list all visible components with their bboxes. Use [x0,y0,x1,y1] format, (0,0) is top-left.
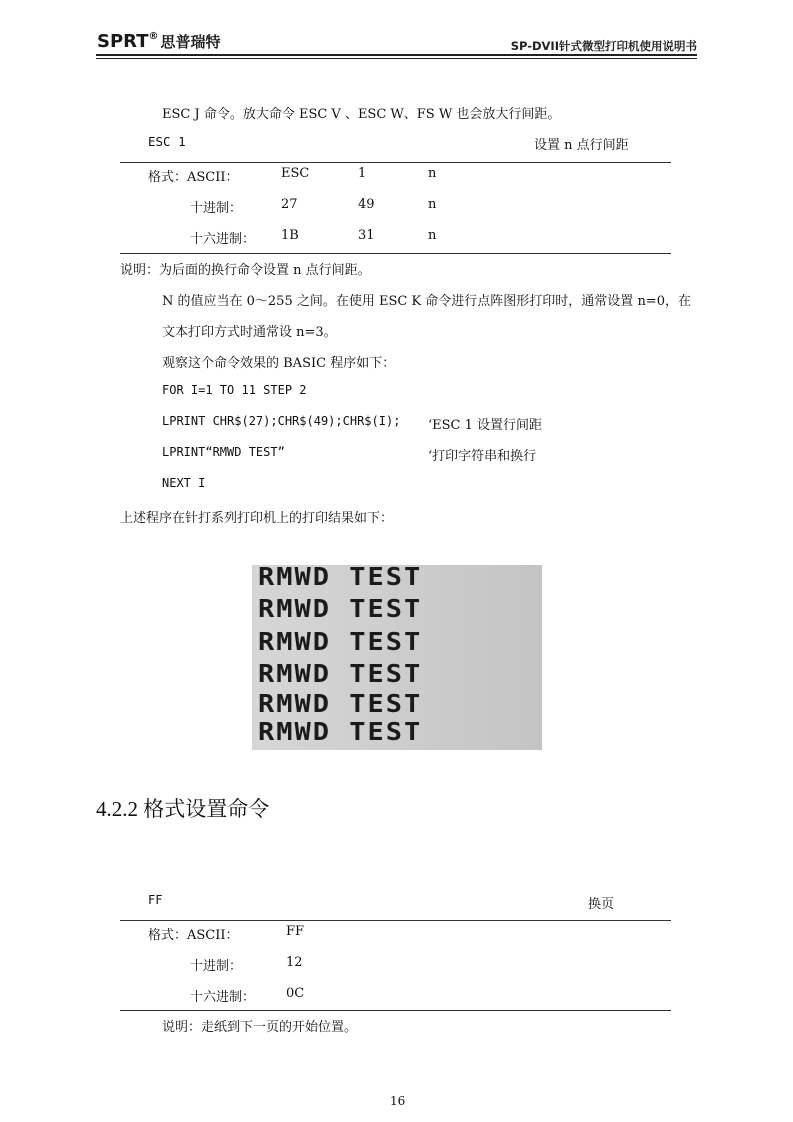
cmd2-desc: 说明：走纸到下一页的开始位置。 [162,1020,358,1035]
cmd1-hex-label: 十六进制： [190,232,256,247]
print-row: RMWD TEST [258,718,423,747]
cmd1-dec-label: 十进制： [190,201,243,216]
logo-brand: SPRT [97,31,149,52]
cmd2-name: FF [148,893,163,907]
code-comment-3: ‘打印字符串和换行 [428,449,537,464]
cmd2-dec-label: 十进制： [190,959,243,974]
cmd1-desc-title: 说明：为后面的换行命令设置 n 点行间距。 [120,263,371,278]
section-heading: 4.2.2 格式设置命令 [96,797,270,821]
print-result-image [252,565,542,750]
result-intro: 上述程序在针打系列打印机上的打印结果如下： [120,511,394,526]
cmd1-ascii-1: 1 [358,166,367,181]
cmd2-format-label: 格式：ASCII： [148,928,239,943]
cmd1-dec-0: 27 [281,197,298,212]
code-line-4: NEXT I [162,476,206,490]
cmd1-ascii-2: n [428,166,437,181]
logo-chinese-name: 思普瑞特 [160,33,221,51]
code-comment-2: ‘ESC 1 设置行间距 [428,418,543,433]
header-doc-title: SP-DVII针式微型打印机使用说明书 [510,39,697,53]
cmd1-top-rule [120,162,671,163]
cmd1-dec-2: n [428,197,437,212]
logo-registered-mark: ® [148,31,159,42]
print-row: RMWD TEST [258,660,423,689]
page-number: 16 [390,1094,406,1108]
header-rule-thick [96,54,697,56]
print-row: RMWD TEST [258,595,423,624]
cmd1-format-label: 格式：ASCII： [148,170,239,185]
print-row: RMWD TEST [258,628,423,657]
code-line-1: FOR I=1 TO 11 STEP 2 [162,383,307,397]
code-line-2: LPRINT CHR$(27);CHR$(49);CHR$(I); [162,414,401,428]
cmd1-hex-2: n [428,228,437,243]
cmd2-ascii: FF [286,924,305,939]
cmd1-dec-1: 49 [358,197,375,212]
header-logo [97,31,221,52]
print-row: RMWD TEST [258,565,423,592]
cmd1-desc-line-2: 文本打印方式时通常设 n=3。 [162,325,337,340]
cmd2-dec: 12 [286,955,303,970]
cmd2-hex: 0C [286,986,305,1001]
cmd1-bottom-rule [120,253,671,254]
cmd2-top-rule [120,920,671,921]
cmd2-title: 换页 [588,897,615,912]
cmd1-ascii-0: ESC [281,166,310,181]
cmd1-desc-line-1: N 的值应当在 0～255 之间。在使用 ESC K 命令进行点阵图形打印时，通常设置 n=0，在 [162,294,691,309]
code-line-3: LPRINT“RMWD TEST” [162,445,285,459]
cmd1-hex-1: 31 [358,228,375,243]
cmd1-title: 设置 n 点行间距 [534,138,629,153]
header-rule-thin [96,58,697,59]
cmd1-name: ESC 1 [148,134,186,149]
cmd2-bottom-rule [120,1010,671,1011]
print-row: RMWD TEST [258,690,423,719]
cmd2-hex-label: 十六进制： [190,990,256,1005]
cmd1-desc-line-3: 观察这个命令效果的 BASIC 程序如下： [162,356,396,371]
cmd1-hex-0: 1B [281,228,299,243]
intro-line: ESC J 命令。放大命令 ESC V 、ESC W、FS W 也会放大行间距。 [162,107,561,122]
